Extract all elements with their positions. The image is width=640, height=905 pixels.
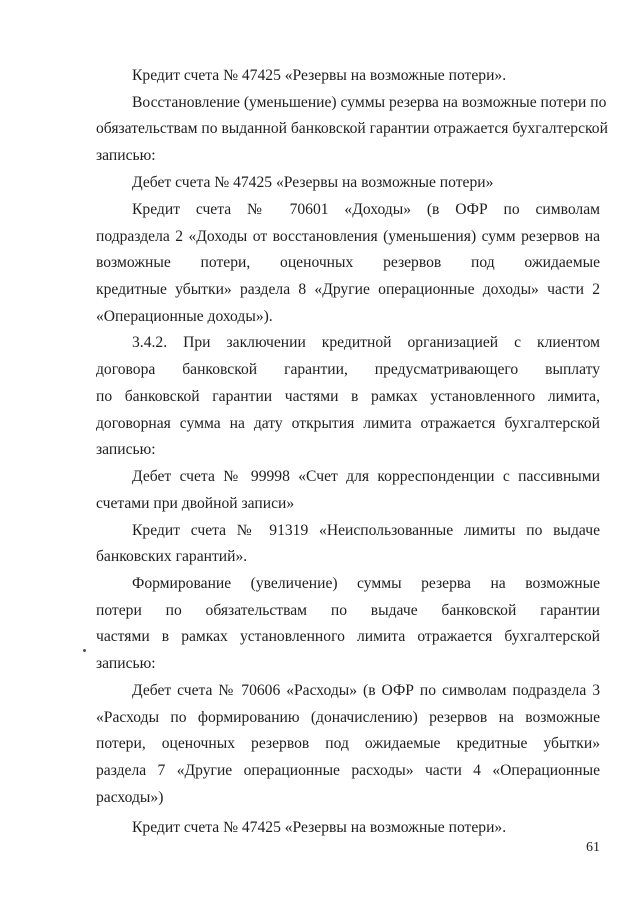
text-line: Кредит счета № 47425 «Резервы на возможные потери». — [132, 819, 507, 836]
text-line: счетами при двойной записи» — [96, 495, 295, 512]
text-line: Формирование (увеличение) суммы резерва на возможные — [132, 575, 600, 592]
text-line: подраздела 2 «Доходы от восстановления (уменьшения) сумм резервов на — [96, 228, 600, 245]
text-line: Кредит счета № 91319 «Неиспользованные лимиты по выдаче — [132, 522, 600, 539]
text-line: возможные потери, оценочных резервов под ожидаемые — [96, 254, 600, 271]
text-line: договора банковской гарантии, предусматривающего выплату — [96, 361, 600, 378]
text-line: частями в рамках установленного лимита отражается бухгалтерской — [96, 628, 600, 645]
scan-speck — [83, 649, 86, 652]
text-line: кредитные убытки» раздела 8 «Другие операционные доходы» части 2 — [96, 281, 600, 298]
text-line: Кредит счета № 47425 «Резервы на возможные потери». — [132, 67, 507, 84]
text-line: по банковской гарантии частями в рамках установленного лимита, — [96, 388, 600, 405]
text-line: потери по обязательствам по выдаче банковской гарантии — [96, 602, 600, 619]
page-number: 61 — [586, 840, 600, 855]
text-line: Дебет счета № 99998 «Счет для корреспонденции с пассивными — [132, 468, 600, 485]
text-line: записью: — [96, 147, 156, 164]
text-line: договорная сумма на дату открытия лимита отражается бухгалтерской — [96, 415, 600, 432]
text-line: расходы») — [96, 789, 164, 806]
text-line: раздела 7 «Другие операционные расходы» части 4 «Операционные — [96, 762, 600, 779]
text-line: потери, оценочных резервов под ожидаемые кредитные убытки» — [96, 735, 600, 752]
text-line: «Операционные доходы»). — [96, 308, 273, 325]
text-line: Дебет счета № 47425 «Резервы на возможные потери» — [132, 174, 494, 191]
text-line: Дебет счета № 70606 «Расходы» (в ОФР по символам подраздела 3 — [132, 682, 600, 699]
text-line: «Расходы по формированию (доначислению) резервов на возможные — [96, 709, 600, 726]
section-heading-line: 3.4.2. При заключении кредитной организацией с клиентом — [132, 334, 600, 351]
text-line: банковских гарантий». — [96, 548, 248, 565]
text-line: записью: — [96, 441, 156, 458]
text-line: записью: — [96, 655, 156, 672]
text-line: Восстановление (уменьшение) суммы резерва на возможные потери по — [132, 94, 607, 111]
text-line: Кредит счета № 70601 «Доходы» (в ОФР по символам — [132, 201, 600, 218]
text-line: обязательствам по выданной банковской гарантии отражается бухгалтерской — [96, 120, 608, 137]
